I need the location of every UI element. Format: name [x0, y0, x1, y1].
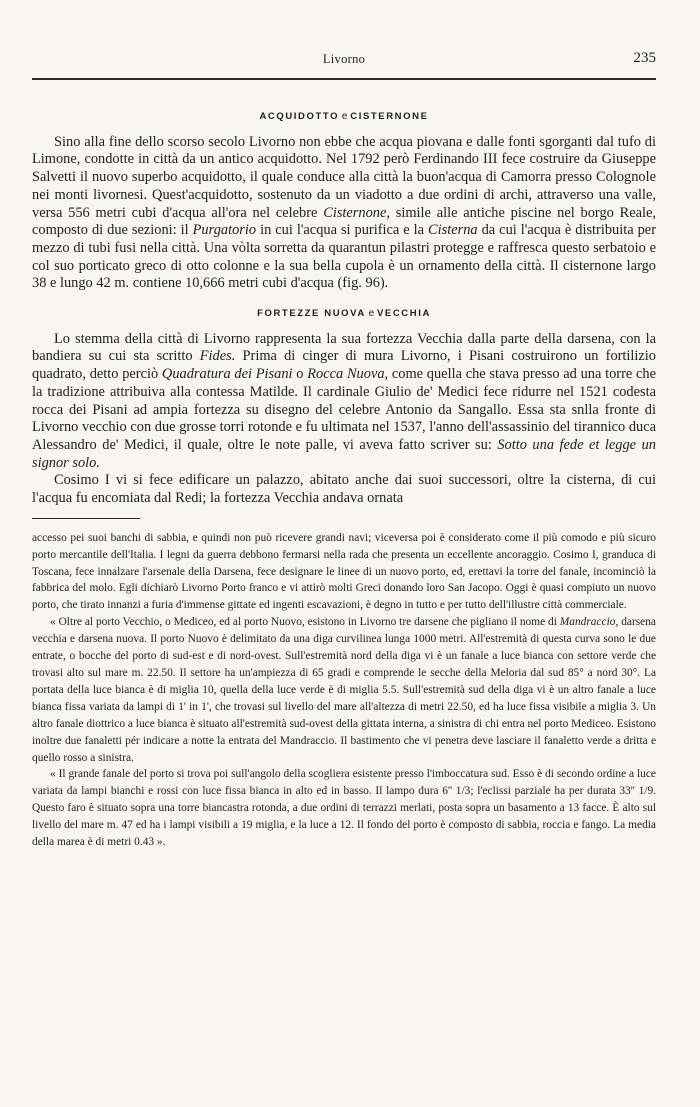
- section-title-acquidotto: [32, 108, 656, 126]
- section-title-part: ACQUIDOTTO: [259, 111, 340, 122]
- text-run: Lo stemma della città di Livorno rappresenta la sua fortezza Vecchia dalla parte della darsena, con la bandiera su cui sta scritto: [32, 330, 656, 365]
- italic-term: Quadratura dei Pisani: [161, 366, 293, 383]
- section-title-part: VECCHIA: [376, 308, 431, 320]
- section-title-fortezze: [32, 305, 656, 323]
- section-title-part: e: [339, 111, 351, 122]
- italic-term: Cisterna: [428, 222, 478, 239]
- section-title-part: FORTEZZE NUOVA: [257, 308, 366, 320]
- text-run: , simile alle antiche piscine nel borgo Reale, composto di due sezioni: il: [32, 204, 656, 239]
- text-run: da cui l'acqua è distribuita per mezzo di tubi fusi nella città. Una vòlta sorretta da quarantun pilastri protegge e raffresca questo serbatoio e col suo porticato greco di otto colonne e la sua bella cupola è un ornamento della città. Il cisternone largo 38 e lungo 42 m. contiene 10,666 metri cubi d'acqua (fig. 96).: [32, 222, 656, 292]
- text-run: o: [292, 366, 308, 383]
- text-run: Sino alla fine dello scorso secolo Livorno non ebbe che acqua piovana e dalle fonti sgorganti dal tufo di Limone, condotte in città da un antico acquidotto. Nel 1792 però Ferdinando III fece costruire da Giuseppe Salvetti il nuovo superbo acquidotto, il quale conduce alla città la buon'acqua di Camorra presso Colognole nei monti livornesi. Quest'acquidotto, sostenuto da un viadotto a due ordini di archi, attraverso una valle, versa 556 metri cubi d'acqua all'ora nel celebre: [32, 133, 656, 221]
- paragraph-stemma: [32, 331, 656, 473]
- footnote-continuation: accesso pei suoi banchi di sabbia, e quindi non può ricevere grandi navi; viceversa poi è considerato come il più comodo e più sicuro porto mercantile dell'Italia. I legni da guerra debbono fermarsi nella rada che presenta un eccellente ancoraggio. Cosimo I, granduca di Toscana, fece innalzare l'arsenale della Darsena, fece designare le linee di un nuovo porto, ed, erettavi la torre del fanale, incominciò la fabbrica del molo. Egli dichiarò Livorno Porto franco e vi attirò molti Greci donando loro San Jacopo. Oggi è quasi compiuto un nuovo porto, che tirato innanzi a furia d'immense gittate ed ingenti escavazioni, è degno in tutto e per tutto dell'illustre città commerciale.: [32, 531, 656, 612]
- main-text: [32, 108, 656, 851]
- text-run: , darsena vecchia e darsena nuova. Il porto Nuovo è delimitato da una diga curvilinea lunga 1000 metri. All'estremità di questa curva sono le due entrate, o bocche del porto di sud-est e di nord-ovest. Sull'estremità nord della diga vi è un fanale a luce bianca con settore verde che trovasi alto sul mare m. 22.50. Il settore ha un'ampiezza di 65 gradi e comprende le secche della Meloria dal sud 85° a nord 30°. La portata della luce bianca è di miglia 10, quella della luce verde è di miglia 5.5. Sull'estremità sud della diga vi è un altro fanale a luce bianca fissa variata da lampi di 1' in 1', che trovasi sul livello del mare all'altezza di metri 22.50, ed ha luce fissa visibile a miglia 3. Un altro fanale diottrico a luce bianca è situato all'estremità sud-ovest della gittata interna, a sinistra di chi entra nel porto Mediceo. Esistono inoltre due fanaletti pér indicare a notte la entrata del Mandraccio. Il bastimento che vi penetra deve lasciare il fanaletto verde a dritta e quello rosso a sinistra.: [32, 616, 656, 764]
- text-run: « Oltre al porto Vecchio, o Mediceo, ed al porto Nuovo, esistono in Livorno tre darsene che pigliano il nome di: [50, 616, 560, 629]
- text-run: Prima di cinger di mura Livorno, i Pisani costruirono un fortilizio quadrato, detto perciò: [32, 348, 657, 383]
- paragraph-cosimo: Cosimo I vi si fece edificare un palazzo, abitato anche dai suoi successori, oltre la cisterna, di cui l'acqua fu encomiata dal Redi; la fortezza Vecchia andava ornata: [32, 472, 656, 507]
- text-run: in cui l'acqua si purifica e la: [256, 222, 429, 239]
- italic-term: Purgatorio: [192, 222, 257, 239]
- footnote-fanale: « Il grande fanale del porto si trova poi sull'angolo della scogliera esistente presso l'imboccatura sud. Esso è di secondo ordine a luce variata da lampi bianchi e rossi con luce fissa bianca in alto ed in basso. Il lampo dura 6'' 1/3; l'eclissi parziale ha per durata 33'' 1/9. Questo faro è situato sopra una torre biancastra rotonda, a due ordini di terrazzi merlati, posta sopra un basamento a 13 facce. È alto sul livello del mare m. 47 ed ha i lampi visibili a 19 miglia, e la luce a 12. Il fondo del porto è composto di sabbia, roccia e fango. La media della marea è di metri 0.43 ».: [32, 768, 656, 849]
- section-title-part: CISTERNONE: [350, 111, 429, 122]
- footnotes: [32, 530, 656, 851]
- italic-term: Rocca Nuova: [307, 366, 385, 383]
- footnote-porti: [32, 614, 656, 766]
- running-header: [32, 52, 656, 74]
- section-title-part: e: [365, 308, 377, 320]
- page-number: 235: [633, 50, 656, 66]
- text-run: , come quella che stava presso ad una torre che la tradizione attribuiva alla contessa Matilde. Il cardinale Giulio de' Medici fece ridurre nel 1521 codesta rocca dei Pisani ad ampia fortezza su disegno del celebre Antonio da Sangallo. Essa sta snlla fronte di Livorno vecchio con due grosse torri rotonde e fu ultimata nel 1537, l'anno dell'assassinio del tirannico duca Alessandro de' Medici, il quale, oltre le note palle, vi aveva fatto scriver su:: [32, 366, 657, 453]
- paragraph-acquidotto: [32, 134, 656, 293]
- italic-term: Sotto una fede et legge un signor solo.: [32, 436, 656, 471]
- footnote-separator: [32, 518, 140, 519]
- italic-term: Cisternone: [323, 204, 387, 221]
- italic-term: Mandraccio: [559, 616, 616, 629]
- italic-term: Fides.: [199, 348, 236, 365]
- running-title: Livorno: [322, 52, 366, 66]
- header-rule: [32, 78, 656, 80]
